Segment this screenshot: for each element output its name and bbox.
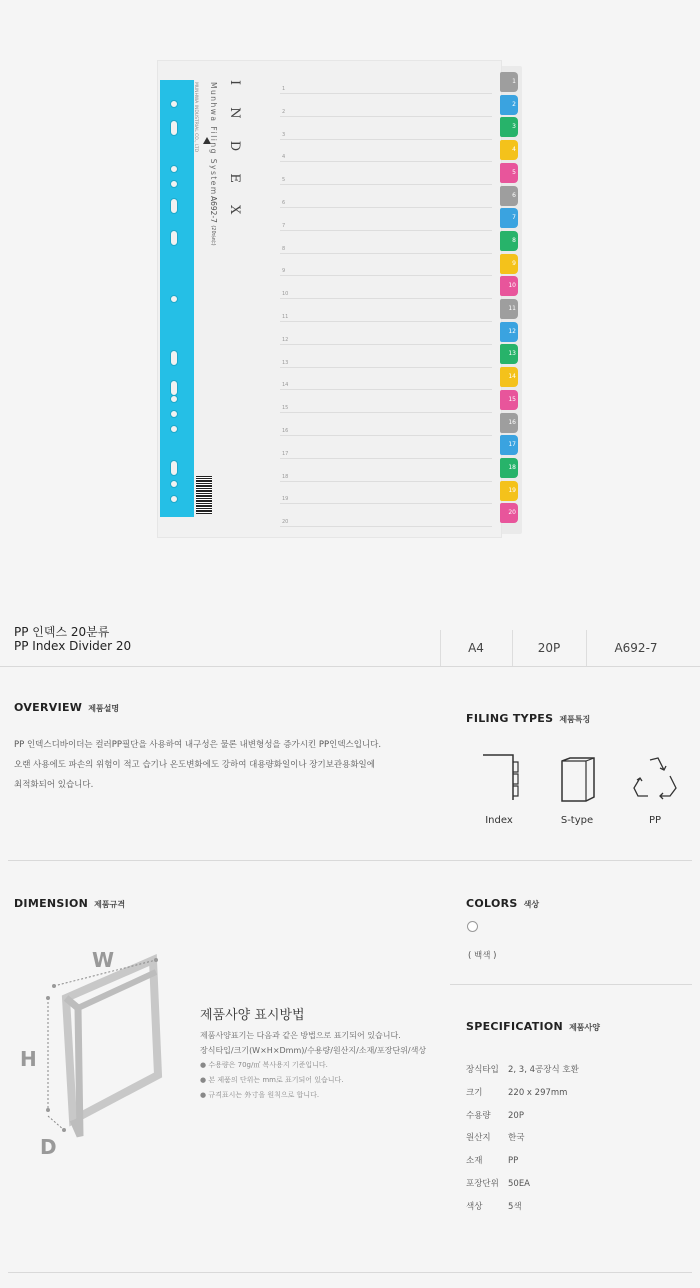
spec-key: 색상 [466, 1201, 483, 1212]
index-tab [500, 503, 518, 523]
index-line-number: 10 [282, 291, 289, 298]
overview-line: PP 인덱스디바이더는 컬러PP필단을 사용하여 내구성은 물론 내변형성을 증가시킨 PP인덱스입니다. [14, 740, 382, 750]
index-line [280, 344, 492, 345]
index-line [280, 253, 492, 254]
index-line [280, 435, 492, 436]
index-line-number: 5 [282, 177, 286, 184]
index-tab-number: 15 [508, 395, 516, 403]
spec-row [466, 1200, 686, 1212]
punch-hole [170, 350, 178, 366]
index-tab [500, 231, 518, 251]
notation-line: 제품사양표기는 다음과 같은 방법으로 표기되어 있습니다. [200, 1031, 401, 1040]
index-line [280, 139, 492, 140]
index-tab-number: 11 [508, 305, 516, 312]
spec-count: 20P [537, 641, 561, 655]
index-line [280, 298, 492, 299]
punch-hole [170, 295, 178, 303]
spec-value: 한국 [508, 1133, 525, 1144]
product-title-ko: PP 인덱스 20분류 [14, 625, 110, 639]
punch-hole [170, 425, 178, 433]
spec-value: PP [508, 1156, 519, 1167]
notation-line: 장식타입/크기(W×H×Dmm)/수용량/원산지/소재/포장단위/색상 [200, 1046, 427, 1055]
notation-bullet: ● 본 제품의 단위는 mm로 표기되어 있습니다. [200, 1076, 344, 1084]
index-tab-number: 5 [512, 168, 516, 176]
sheet-subtitle: Munhwa Filing System [209, 82, 218, 196]
sheet-code: A692-7 (20분류) [209, 196, 218, 246]
index-divider-icon [480, 752, 524, 804]
binder-dimension-diagram [18, 940, 188, 1160]
index-tab [500, 140, 518, 160]
index-tab [500, 276, 518, 296]
index-tab [500, 344, 518, 364]
barcode [196, 476, 212, 514]
index-tab-number: 14 [508, 373, 516, 381]
section-divider [0, 666, 700, 667]
spec-notation-text [200, 1028, 440, 1103]
index-tab-number: 9 [512, 259, 516, 267]
index-tab [500, 390, 518, 410]
logo-triangle-icon [203, 137, 211, 144]
width-label: W [92, 948, 115, 972]
index-line [280, 321, 492, 322]
index-tab-number: 6 [512, 191, 516, 199]
notation-bullet: ● 규격표시는 外寸을 원칙으로 합니다. [200, 1091, 320, 1099]
punch-hole [170, 120, 178, 136]
index-tab [500, 72, 518, 92]
index-line [280, 116, 492, 117]
spec-value: 2, 3, 4공장식 호환 [508, 1065, 579, 1075]
product-image [0, 0, 700, 600]
index-line-number: 11 [282, 314, 289, 320]
spec-value: 20P [508, 1110, 524, 1121]
spec-row [466, 1086, 686, 1098]
index-line-number: 16 [282, 428, 289, 434]
spec-code: A692-7 [614, 641, 658, 655]
index-tab-number: 7 [512, 214, 516, 222]
sheet-title: I N D E X [227, 80, 242, 224]
spec-key: 크기 [466, 1087, 483, 1098]
filing-type-label: Index [485, 815, 513, 826]
index-line-number: 14 [282, 382, 289, 389]
index-tab [500, 435, 518, 455]
index-tab-number: 18 [508, 463, 516, 471]
index-line [280, 481, 492, 482]
dimension-heading: DIMENSION 제품규격 [14, 897, 126, 910]
index-line [280, 207, 492, 208]
index-line-number: 9 [282, 268, 286, 275]
notation-bullet: ● 수용량은 70g/㎡ 복사용지 기준입니다. [200, 1061, 328, 1069]
index-tab-number: 10 [508, 282, 516, 290]
filing-types-heading: FILING TYPES 제품특징 [466, 712, 591, 725]
punch-hole [170, 180, 178, 188]
index-line-number: 20 [282, 519, 289, 526]
index-tab-number: 2 [512, 100, 516, 108]
filing-type-label: PP [648, 815, 662, 826]
overview-heading: OVERVIEW 제품설명 [14, 701, 120, 714]
index-line [280, 389, 492, 390]
index-line-number: 12 [282, 336, 289, 343]
index-line [280, 93, 492, 94]
punch-hole [170, 100, 178, 108]
s-type-binder-icon [558, 757, 598, 803]
index-line [280, 230, 492, 231]
overview-text [14, 735, 434, 795]
index-line-number: 4 [282, 154, 286, 161]
index-tab-number: 19 [508, 486, 516, 494]
index-line [280, 184, 492, 185]
index-tab-number: 4 [512, 146, 516, 154]
index-tab-number: 3 [512, 123, 516, 131]
punch-hole [170, 198, 178, 214]
index-tab-number: 20 [508, 509, 516, 517]
color-label: ( 백색 ) [468, 951, 497, 961]
index-tab-number: 13 [508, 350, 516, 358]
spec-key: 수용량 [466, 1110, 491, 1121]
index-tab [500, 186, 518, 206]
spec-row [466, 1063, 686, 1075]
spec-value: 220 x 297mm [508, 1087, 568, 1098]
index-line [280, 161, 492, 162]
index-line-number: 13 [282, 359, 289, 366]
index-line [280, 367, 492, 368]
index-tab [500, 481, 518, 501]
product-title-en: PP Index Divider 20 [14, 639, 132, 653]
spec-value: 50EA [508, 1179, 531, 1189]
specification-heading: SPECIFICATION 제품사양 [466, 1020, 600, 1033]
section-divider [8, 860, 692, 861]
punch-hole [170, 380, 178, 396]
colors-heading: COLORS 색상 [466, 897, 540, 910]
filing-type-label: S-type [560, 815, 594, 826]
index-tab-number: 8 [512, 236, 516, 244]
depth-label: D [40, 1135, 57, 1159]
index-tab [500, 322, 518, 342]
maker-text: MUNHWA INDUSTRIAL CO., LTD [193, 82, 198, 153]
spec-row [466, 1177, 686, 1189]
index-line-number: 2 [282, 108, 286, 115]
white-color-swatch [467, 921, 478, 932]
spec-key: 장식타입 [466, 1065, 499, 1075]
index-tab-number: 17 [508, 441, 516, 449]
spec-size: A4 [468, 641, 484, 655]
overview-line: 오랜 사용에도 파손의 위험이 적고 습기나 온도변화에도 강하여 대용량화일이나 장기보관용화일에 [14, 760, 375, 770]
index-line-number: 17 [282, 450, 289, 457]
index-tab-number: 1 [512, 78, 516, 85]
punch-hole [170, 395, 178, 403]
index-line [280, 503, 492, 504]
height-label: H [20, 1047, 37, 1071]
index-tab [500, 163, 518, 183]
spec-value: 5색 [508, 1201, 522, 1212]
index-line-number: 6 [282, 200, 286, 206]
punch-hole [170, 460, 178, 476]
index-line-number: 1 [282, 86, 286, 92]
index-tab [500, 208, 518, 228]
spec-key: 포장단위 [466, 1179, 499, 1189]
spec-row [466, 1131, 686, 1143]
section-divider [450, 984, 692, 985]
index-line [280, 275, 492, 276]
punch-hole [170, 230, 178, 246]
punch-hole [170, 165, 178, 173]
index-tab [500, 413, 518, 433]
index-line-number: 8 [282, 245, 286, 252]
index-tab [500, 117, 518, 137]
section-divider [8, 1272, 692, 1273]
index-tab [500, 95, 518, 115]
index-line [280, 526, 492, 527]
index-tab [500, 299, 518, 319]
spec-row [466, 1154, 686, 1166]
index-line-number: 3 [282, 131, 286, 138]
spec-key: 소재 [466, 1156, 483, 1167]
spec-key: 원산지 [466, 1133, 491, 1144]
punch-hole [170, 480, 178, 488]
index-line-number: 7 [282, 222, 286, 229]
recycle-pp-icon [630, 752, 680, 802]
punch-hole [170, 410, 178, 418]
index-tab-number: 16 [508, 418, 516, 426]
overview-line: 최적화되어 있습니다. [14, 780, 94, 790]
punch-hole [170, 495, 178, 503]
index-tab-number: 12 [508, 327, 516, 335]
index-line [280, 458, 492, 459]
index-line-number: 18 [282, 473, 289, 480]
index-tab [500, 254, 518, 274]
index-tab [500, 367, 518, 387]
index-line-number: 19 [282, 496, 289, 503]
index-tab [500, 458, 518, 478]
spec-row [466, 1109, 686, 1121]
index-line-number: 15 [282, 405, 289, 412]
spec-notation-title: 제품사양 표시방법 [200, 1008, 305, 1023]
index-line [280, 412, 492, 413]
